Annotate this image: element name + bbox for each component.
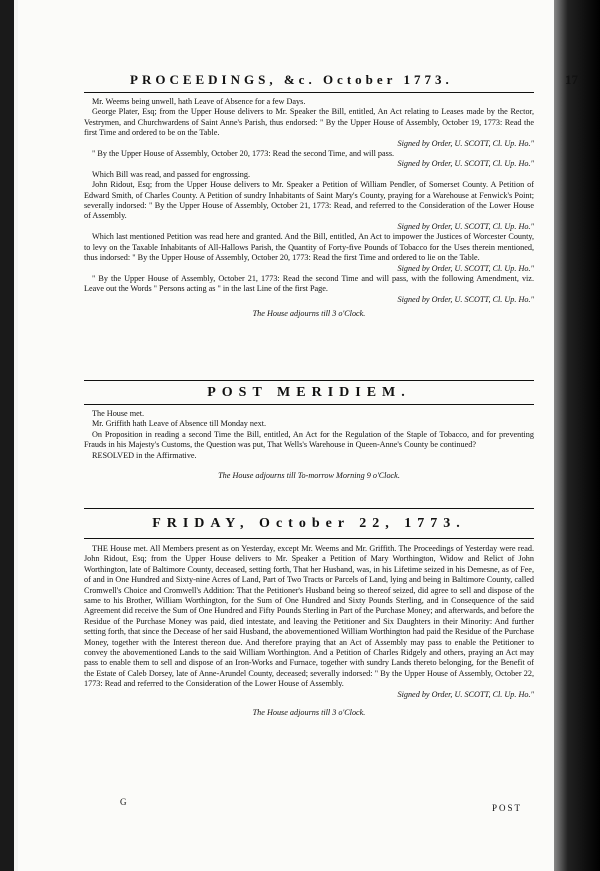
signature-line: Signed by Order, U. SCOTT, Cl. Up. Ho."	[397, 294, 534, 304]
paragraph: Which Bill was read, and passed for engrossing.	[92, 169, 251, 179]
paragraph: Mr. Griffith hath Leave of Absence till Monday next.	[92, 419, 267, 429]
section-rule-bottom	[84, 404, 534, 405]
catchword: POST	[492, 803, 523, 813]
paragraph: THE House met. All Members present as on Yesterday, except Mr. Weems and Mr. Griffith. The Proceedings of Yesterday were read. John Ridout, Esq; from the Upper House delivers to Mr. Speaker a Petition of Mary Worthington, Widow and Relict of John Worthington, late of Baltimore County, deceased, setting forth, That her Husband, was, in his Lifetime seized in his Demesne, as of Fee, of and in One Hundred and Sixty-nine Acres of Land, Part of Two Tracts or Parcels of Land, lying and being in Baltimore County, called Cromwell's Choice and Cromwell's Addition: That the Petitioner's Husband being so thereof seized, did agree to sell and dispose of the same to his Brother, William Worthington, for the Sum of One Hundred and Sixty Pounds Sterling, and in Consequence of the said Agreement did receive the Sum of One Hundred and Fifty Pounds Sterling in Part of the Purchase Money; and afterwards, and before the Residue of the Purchase Money was paid, died intestate, and leaving the Petitioner and Six Daughters in their Minority: And further setting forth, that since the Decease of her said Husband, the abovementioned William Worthington had paid the Residue of the Purchase Money, together with the Interest thereon due. And therefore praying that an Act of Assembly may pass to enable the Petitioner to convey the abovementioned Lands to the said William Worthington. And a Petition of Charles Ridgely and others, praying an Act may pass to enable them to sell and dispose of an Iron-Works and Furnace, together with sundry Lands thereto belonging, for the Benefit of the Estate of Caleb Dorsey, late of Anne-Arundel County, deceased; severally indorsed: " By the Upper House of Assembly, October 22, 1773: Read and referred to the Consideration of the Lower House of Assembly.	[84, 544, 534, 689]
friday-body	[84, 544, 534, 719]
scan-right-edge	[554, 0, 600, 871]
friday-title: FRIDAY, October 22, 1773.	[152, 516, 466, 531]
paragraph: Which last mentioned Petition was read here and granted. And the Bill, entitled, An Act to impower the Justices of Worcester County, to levy on the Taxable Inhabitants of All-Hallows Parish, the Quantity of Forty-five Pounds of Tobacco for the Uses therein mentioned, thus indorsed: " By the Upper House of Assembly, October 20, 1773: Read the first Time and ordered to lie on the Table.	[84, 232, 534, 263]
running-head: PROCEEDINGS, &c. October 1773.	[130, 72, 453, 87]
header-rule	[84, 92, 534, 93]
section-rule-top	[84, 508, 534, 509]
signature-line: Signed by Order, U. SCOTT, Cl. Up. Ho."	[397, 221, 534, 231]
paragraph: The House met.	[92, 409, 145, 418]
section-rule-top	[84, 380, 534, 381]
section-rule-bottom	[84, 538, 534, 539]
resolution: RESOLVED in the Affirmative.	[92, 450, 197, 460]
paragraph: " By the Upper House of Assembly, October 20, 1773: Read the second Time, and will pass.	[92, 149, 395, 159]
adjournment: The House adjourns till 3 o'Clock.	[252, 708, 366, 718]
signature-line: Signed by Order, U. SCOTT, Cl. Up. Ho."	[397, 138, 534, 148]
scan-left-edge	[0, 0, 14, 871]
paragraph: John Ridout, Esq; from the Upper House delivers to Mr. Speaker a Petition of William Pendler, of Somerset County. A Petition of Edward Smith, of Charles County. A Petition of sundry Inhabitants of Saint Mary's County, praying for a Warehouse at Fenwick's Point; severally indorsed: " By the Upper House of Assembly, October 21, 1773: Read, and referred to the Consideration of the Lower House of Assembly.	[84, 180, 534, 221]
adjournment: The House adjourns till To-morrow Morning 9 o'Clock.	[218, 471, 400, 481]
paragraph: Mr. Weems being unwell, hath Leave of Absence for a few Days.	[92, 97, 306, 106]
signature-line: Signed by Order, U. SCOTT, Cl. Up. Ho."	[397, 689, 534, 699]
paragraph: " By the Upper House of Assembly, October 21, 1773: Read the second Time and will pass, with the following Amendment, viz. Leave out the Words " Persons acting as " in the last Line of the first Page.	[84, 273, 534, 294]
signature-line: Signed by Order, U. SCOTT, Cl. Up. Ho."	[397, 263, 534, 273]
post-meridiem-title: POST MERIDIEM.	[207, 385, 411, 400]
post-meridiem-body	[84, 409, 534, 481]
signature-mark: G	[120, 797, 127, 807]
page-number: 17	[565, 72, 578, 87]
adjournment: The House adjourns till 3 o'Clock.	[252, 309, 366, 319]
proceedings-morning	[84, 97, 534, 320]
paragraph: George Plater, Esq; from the Upper House delivers to Mr. Speaker the Bill, entitled, An Act relating to Leases made by the Rector, Vestrymen, and Churchwardens of Saint Anne's Parish, thus endorsed: " By the Upper House of Assembly, October 19, 1773: Read the first Time and ordered to be on the Table.	[84, 107, 534, 138]
paragraph: On Proposition in reading a second Time the Bill, entitled, An Act for the Regulation of the Staple of Tobacco, and for preventing Frauds in his Majesty's Customs, the Question was put, That Wells's Warehouse in Queen-Anne's County be continued?	[84, 429, 534, 450]
signature-line: Signed by Order, U. SCOTT, Cl. Up. Ho."	[397, 159, 534, 169]
